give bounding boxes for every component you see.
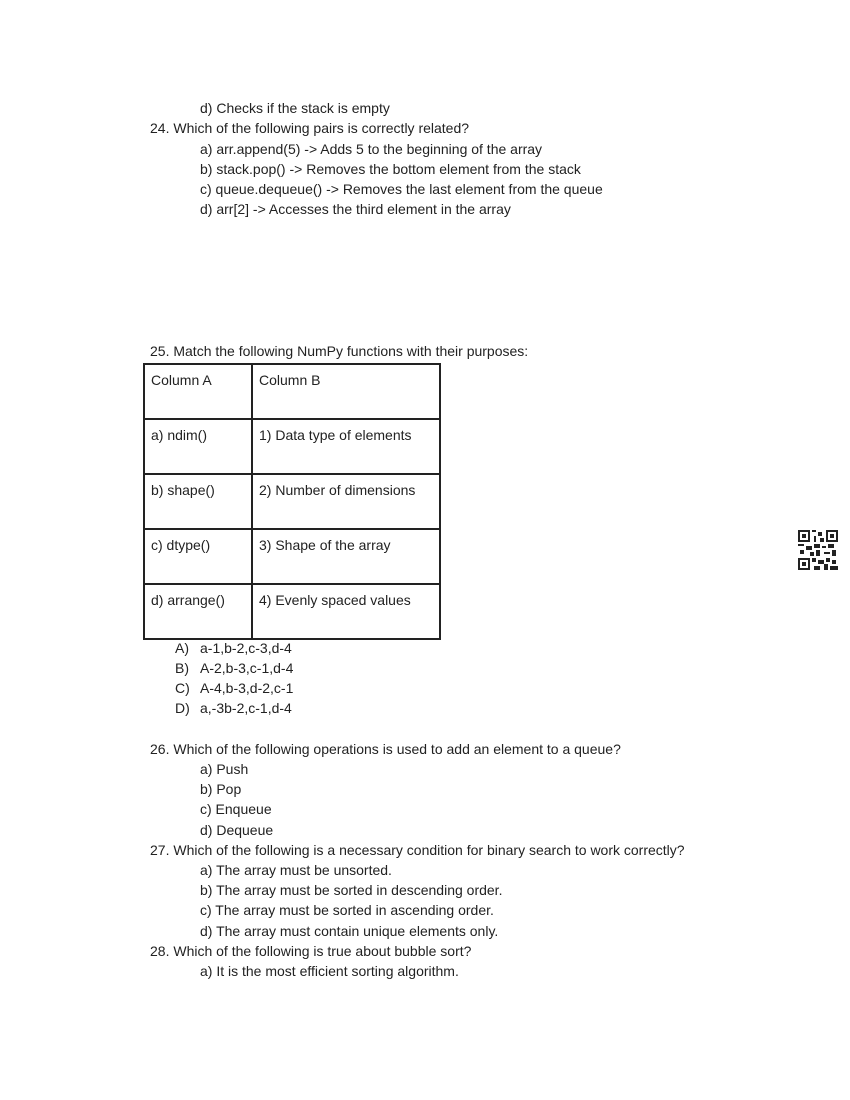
option: a) Push <box>200 761 249 777</box>
question-text: 25. Match the following NumPy functions with their purposes: <box>150 343 529 359</box>
option: d) Dequeue <box>200 822 274 838</box>
option: c) The array must be sorted in ascending order. <box>200 902 494 918</box>
table-cell: 1) Data type of elements <box>252 419 440 474</box>
question-text: 27. Which of the following is a necessary condition for binary search to work correctly? <box>150 842 685 858</box>
question-text: 24. Which of the following pairs is correctly related? <box>150 120 470 136</box>
table-cell: b) shape() <box>144 474 252 529</box>
answer-text: a,-3b-2,c-1,d-4 <box>200 700 292 716</box>
option: a) arr.append(5) -> Adds 5 to the beginning of the array <box>200 141 543 157</box>
option: c) queue.dequeue() -> Removes the last element from the queue <box>200 181 603 197</box>
answer-label: C) <box>175 680 190 696</box>
table-header-row <box>144 364 440 419</box>
option: a) The array must be unsorted. <box>200 862 392 878</box>
table-cell: 3) Shape of the array <box>252 529 440 584</box>
table-row <box>144 584 440 639</box>
answer-label: B) <box>175 660 189 676</box>
answer-label: D) <box>175 700 190 716</box>
table-header: Column A <box>144 364 252 419</box>
answer-text: A-2,b-3,c-1,d-4 <box>200 660 294 676</box>
option: b) Pop <box>200 781 242 797</box>
table-row <box>144 474 440 529</box>
table-cell: 2) Number of dimensions <box>252 474 440 529</box>
option: c) Enqueue <box>200 801 272 817</box>
option: b) stack.pop() -> Removes the bottom element from the stack <box>200 161 581 177</box>
option: d) arr[2] -> Accesses the third element in the array <box>200 201 511 217</box>
table-header: Column B <box>252 364 440 419</box>
question-text: 28. Which of the following is true about bubble sort? <box>150 943 472 959</box>
answer-label: A) <box>175 640 189 656</box>
table-row <box>144 419 440 474</box>
qr-code-icon <box>798 530 838 570</box>
table-cell: a) ndim() <box>144 419 252 474</box>
option: d) Checks if the stack is empty <box>200 100 390 116</box>
question-text: 26. Which of the following operations is used to add an element to a queue? <box>150 741 621 757</box>
table-cell: 4) Evenly spaced values <box>252 584 440 639</box>
answer-text: a-1,b-2,c-3,d-4 <box>200 640 292 656</box>
table-row <box>144 529 440 584</box>
option: d) The array must contain unique elements only. <box>200 923 499 939</box>
match-table <box>143 363 441 640</box>
table-cell: d) arrange() <box>144 584 252 639</box>
answer-text: A-4,b-3,d-2,c-1 <box>200 680 294 696</box>
option: b) The array must be sorted in descending order. <box>200 882 503 898</box>
option: a) It is the most efficient sorting algorithm. <box>200 963 459 979</box>
table-cell: c) dtype() <box>144 529 252 584</box>
